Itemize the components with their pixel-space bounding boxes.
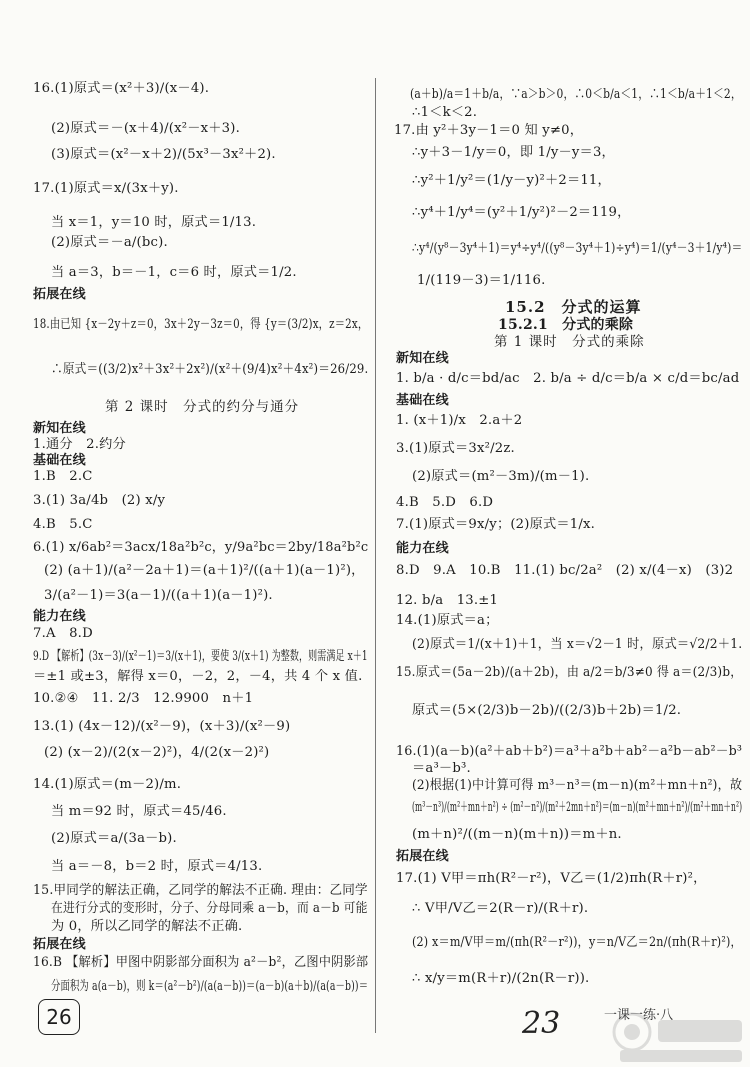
answer-line: 1.B 2.C	[33, 469, 93, 484]
answer-line: 7.A 8.D	[33, 626, 93, 641]
watermark-logo	[610, 1010, 750, 1065]
answer-line: (a＋b)/a＝1＋b/a，∵a＞b＞0，∴0＜b/a＜1，∴1＜b/a＋1＜2，	[410, 87, 742, 102]
answer-line: ∴y⁴/(y⁸－3y⁴＋1)＝y⁴÷y⁴/((y⁸－3y⁴＋1)÷y⁴)＝1/(y⁴－3＋1/y⁴)＝	[412, 241, 743, 256]
section-heading: 新知在线	[33, 421, 86, 436]
handwritten-number: 23	[522, 1006, 561, 1041]
answer-line: 16.(1)(a－b)(a²＋ab＋b²)＝a³＋a²b＋ab²－a²b－ab²－b³	[396, 744, 743, 759]
lesson-title: 第 1 课时 分式的乘除	[494, 334, 645, 350]
answer-line: 原式＝(5×(2/3)b－2b)/((2/3)b＋2b)＝1/2.	[412, 703, 682, 718]
answer-line: ∴ V甲/V乙＝2(R－r)/(R＋r).	[412, 901, 589, 916]
answer-line: 分面积为 a(a－b)，则 k＝(a²－b²)/(a(a－b))＝(a－b)(a＋b)/(a(a－b))＝	[51, 979, 369, 994]
answer-line: 17.(1)原式＝x/(3x＋y).	[33, 181, 179, 196]
answer-line: 当 a＝3，b＝－1，c＝6 时，原式＝1/2.	[51, 265, 297, 280]
answer-line: 为 0，所以乙同学的解法不正确.	[51, 919, 243, 934]
section-heading: 基础在线	[396, 393, 449, 408]
answer-line: ∴y²＋1/y²＝(1/y－y)²＋2＝11，	[412, 173, 611, 188]
answer-line: ∴ x/y＝m(R＋r)/(2n(R－r)).	[412, 971, 590, 986]
answer-line: 16.(1)原式＝(x²＋3)/(x－4).	[33, 81, 210, 96]
answer-line: 1/(119－3)＝1/116.	[417, 273, 546, 288]
answer-line: 当 m＝92 时，原式＝45/46.	[51, 804, 227, 819]
answer-line: 当 a＝－8，b＝2 时，原式＝4/13.	[51, 859, 263, 874]
section-heading: 拓展在线	[396, 849, 449, 864]
section-heading: 拓展在线	[33, 937, 86, 952]
answer-line: 17.由 y²＋3y－1＝0 知 y≠0，	[394, 123, 584, 138]
answer-line: 1.通分 2.约分	[33, 437, 126, 452]
answer-line: 6.(1) x/6ab²＝3acx/18a²b²c，y/9a²bc＝2by/18a²b²c	[33, 540, 369, 555]
answer-line: 9.D 【解析】(3x－3)/(x²－1)＝3/(x＋1)，要使 3/(x＋1) 为整数，则需满足 x＋1	[33, 649, 368, 664]
section-heading: 新知在线	[396, 351, 449, 366]
section-title: 15.2 分式的运算	[505, 298, 642, 316]
section-heading: 拓展在线	[33, 287, 86, 302]
answer-line: (2)原式＝－a/(bc).	[51, 235, 168, 250]
answer-line: (2)根据(1)中计算可得 m³－n³＝(m－n)(m²＋mn＋n²)，故	[412, 778, 743, 793]
answer-line: 13.(1) (4x－12)/(x²－9)，(x＋3)/(x²－9)	[33, 719, 291, 734]
answer-line: 1. b/a · d/c＝bd/ac 2. b/a ÷ d/c＝b/a × c/d＝bc/ad	[396, 371, 740, 386]
answer-line: 15.原式＝(5a－2b)/(a＋2b)，由 a/2＝b/3≠0 得 a＝(2/3)b，	[396, 665, 743, 680]
answer-line: 4.B 5.D 6.D	[396, 495, 494, 510]
section-heading: 能力在线	[33, 609, 86, 624]
section-subtitle: 15.2.1 分式的乘除	[498, 317, 634, 333]
answer-line: 18.由已知 {x－2y＋z＝0，3x＋2y－3z＝0，得 {y＝(3/2)x，z＝2x，	[33, 317, 369, 332]
answer-line: (2)原式＝(m²－3m)/(m－1).	[412, 469, 590, 484]
answer-line: 在进行分式的变形时，分子、分母同乘 a－b，而 a－b 可能	[51, 901, 368, 916]
lesson-title: 第 2 课时 分式的约分与通分	[105, 399, 300, 415]
answer-line: 10.②④ 11. 2/3 12.9900 n＋1	[33, 691, 254, 706]
answer-line: (2)原式＝a/(3a－b).	[51, 831, 177, 846]
answer-line: (2) (x－2)/(2(x－2)²)，4/(2(x－2)²)	[44, 745, 270, 760]
answer-line: 14.(1)原式＝(m－2)/m.	[33, 777, 182, 792]
section-heading: 能力在线	[396, 541, 449, 556]
answer-line: (2)原式＝－(x＋4)/(x²－x＋3).	[51, 121, 240, 136]
answer-line: 17.(1) V甲＝πh(R²－r²)，V乙＝(1/2)πh(R＋r)²，	[396, 871, 707, 886]
answer-line: ∴y⁴＋1/y⁴＝(y²＋1/y²)²－2＝119，	[412, 205, 631, 220]
answer-line: 12. b/a 13.±1	[396, 593, 499, 608]
answer-line: 15.甲同学的解法正确，乙同学的解法不正确. 理由：乙同学	[33, 883, 368, 898]
answer-line: 7.(1)原式＝9x/y；(2)原式＝1/x.	[396, 517, 596, 532]
answer-line: ∴y＋3－1/y＝0，即 1/y－y＝3，	[412, 145, 615, 160]
answer-line: (3)原式＝(x²－x＋2)/(5x³－3x²＋2).	[51, 147, 276, 162]
answer-line: ＝±1 或±3，解得 x＝0，－2，2，－4，共 4 个 x 值.	[33, 669, 363, 684]
answer-line: ∴1＜k＜2.	[412, 105, 478, 120]
section-heading: 基础在线	[33, 453, 86, 468]
answer-line: 3.(1) 3a/4b (2) x/y	[33, 493, 166, 508]
answer-line: (2) (a＋1)/(a²－2a＋1)＝(a＋1)²/((a＋1)(a－1)²)，	[44, 563, 365, 578]
answer-line: 1. (x＋1)/x 2.a＋2	[396, 413, 523, 428]
series-mark: 一课一练·八	[604, 1008, 674, 1023]
answer-line: 8.D 9.A 10.B 11.(1) bc/2a² (2) x/(4－x) (3)2	[396, 563, 734, 578]
answer-line: ∴原式＝((3/2)x²＋3x²＋2x²)/(x²＋(9/4)x²＋4x²)＝26/29.	[51, 362, 369, 377]
page-number: 26	[38, 999, 80, 1035]
column-divider	[375, 78, 376, 1033]
answer-line: (2)原式＝1/(x＋1)＋1，当 x＝√2－1 时，原式＝√2/2＋1.	[412, 637, 743, 652]
answer-line: 当 x＝1，y＝10 时，原式＝1/13.	[51, 215, 257, 230]
answer-line: (m³－n³)/(m²＋mn＋n²) ÷ (m²－n²)/(m²＋2mn＋n²)＝(m－n)(m²＋mn＋n²)/(m²＋mn＋n²)	[412, 800, 743, 815]
answer-line: 4.B 5.C	[33, 517, 93, 532]
answer-line: 3.(1)原式＝3x²/2z.	[396, 441, 515, 456]
answer-line: (2) x＝m/V甲＝m/(πh(R²－r²))，y＝n/V乙＝2n/(πh(R＋r)²)，	[412, 935, 742, 950]
answer-line: (m＋n)²/((m－n)(m＋n))＝m＋n.	[412, 827, 622, 842]
answer-line: 16.B 【解析】甲图中阴影部分面积为 a²－b²，乙图中阴影部	[33, 955, 369, 970]
answer-line: 3/(a²－1)＝3(a－1)/((a＋1)(a－1)²).	[44, 588, 273, 603]
answer-line: ＝a³－b³.	[412, 761, 471, 776]
answer-line: 14.(1)原式＝a；	[396, 613, 499, 628]
